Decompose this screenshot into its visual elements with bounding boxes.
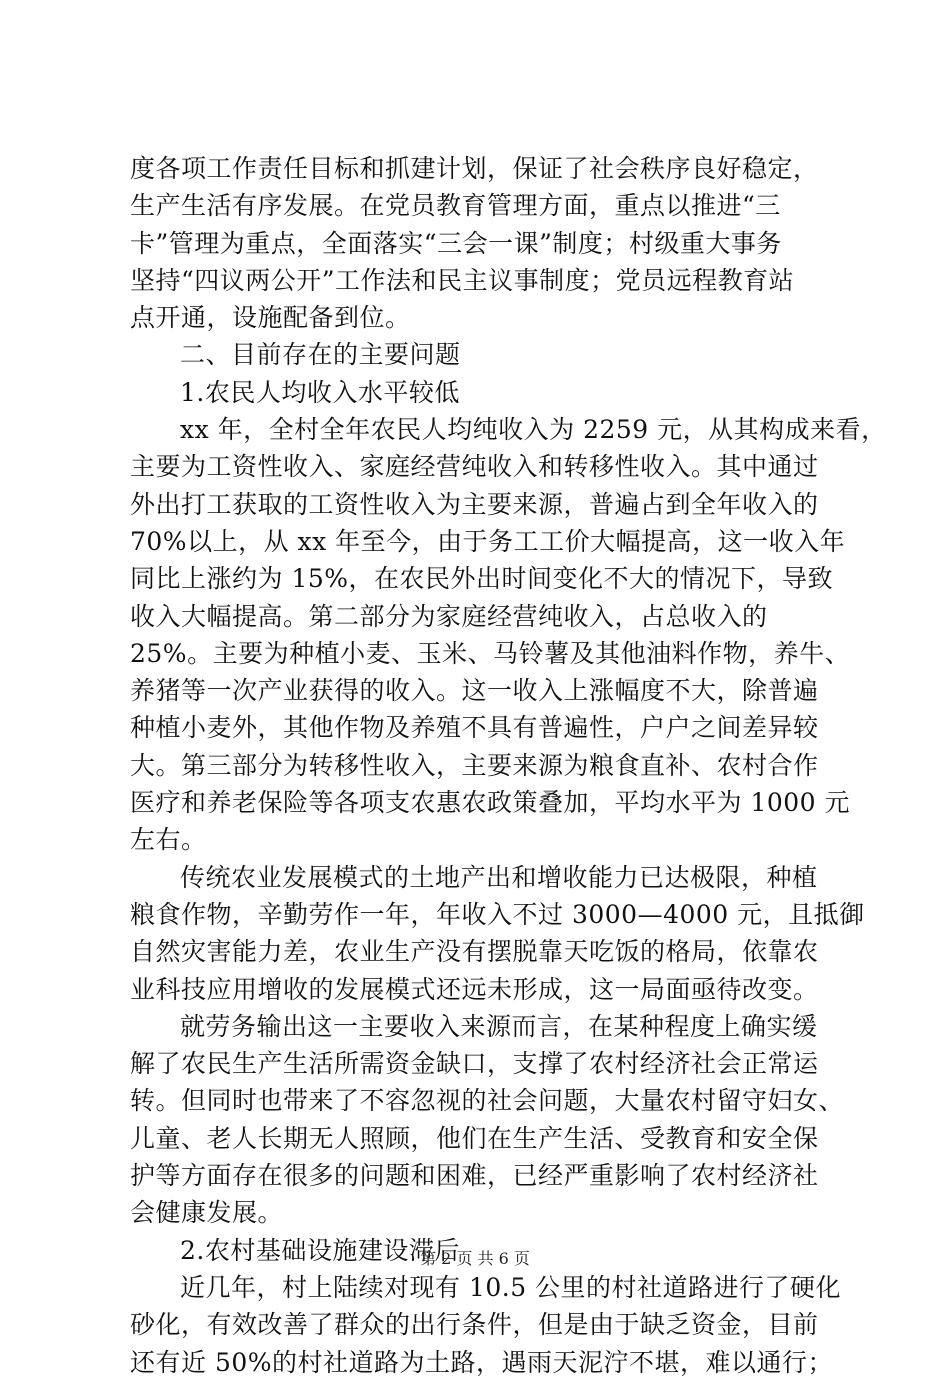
text-line: 近几年，村上陆续对现有 10.5 公里的村社道路进行了硬化 [180, 1272, 842, 1302]
text-line: 传统农业发展模式的土地产出和增收能力已达极限，种植 [180, 862, 818, 892]
text-line: 1.农民人均收入水平较低 [180, 377, 460, 407]
page-footer: 第 2 页 共 6 页 [420, 1249, 530, 1268]
text-line: 会健康发展。 [130, 1198, 284, 1228]
text-line: 生产生活有序发展。在党员教育管理方面，重点以推进“三 [130, 191, 781, 221]
text-line: 大。第三部分为转移性收入，主要来源为粮食直补、农村合作 [130, 750, 819, 780]
text-line: 转。但同时也带来了不容忽视的社会问题，大量农村留守妇女、 [130, 1086, 845, 1116]
text-line: 粮食作物，辛勤劳作一年，年收入不过 3000—4000 元，且抵御 [130, 899, 865, 929]
text-line: 种植小麦外，其他作物及养殖不具有普遍性，户户之间差异较 [130, 713, 819, 743]
text-line: 主要为工资性收入、家庭经营纯收入和转移性收入。其中通过 [130, 452, 819, 482]
text-line: 收入大幅提高。第二部分为家庭经营纯收入，占总收入的 [130, 601, 768, 631]
text-line: 点开通，设施配备到位。 [130, 303, 411, 333]
text-line: 左右。 [130, 825, 207, 855]
text-line: 2.农村基础设施建设滞后 [180, 1235, 460, 1265]
text-line: 养猪等一次产业获得的收入。这一收入上涨幅度不大，除普遍 [130, 676, 819, 706]
text-line: 同比上涨约为 15%，在农民外出时间变化不大的情况下，导致 [130, 564, 834, 594]
text-line: 坚持“四议两公开”工作法和民主议事制度；党员远程教育站 [130, 265, 795, 295]
text-line: 二、目前存在的主要问题 [180, 340, 461, 370]
text-line: 业科技应用增收的发展模式还远未形成，这一局面亟待改变。 [130, 974, 819, 1004]
text-line: 卡”管理为重点，全面落实“三会一课”制度；村级重大事务 [130, 228, 782, 258]
text-line: 就劳务输出这一主要收入来源而言，在某种程度上确实缓 [180, 1011, 818, 1041]
text-line: 砂化，有效改善了群众的出行条件，但是由于缺乏资金，目前 [130, 1310, 819, 1340]
document-body [130, 150, 887, 1381]
text-line: xx 年，全村全年农民人均纯收入为 2259 元，从其构成来看， [180, 415, 887, 445]
text-line: 70%以上，从 xx 年至今，由于务工工价大幅提高，这一收入年 [130, 526, 846, 556]
text-line: 度各项工作责任目标和抓建计划，保证了社会秩序良好稳定， [130, 154, 819, 183]
text-line: 自然灾害能力差，农业生产没有摆脱靠天吃饭的格局，依靠农 [130, 937, 819, 967]
text-line: 25%。主要为种植小麦、玉米、马铃薯及其他油料作物，养牛、 [130, 638, 851, 668]
text-line: 儿童、老人长期无人照顾，他们在生产生活、受教育和安全保 [130, 1123, 819, 1153]
text-line: 护等方面存在很多的问题和困难，已经严重影响了农村经济社 [130, 1161, 819, 1191]
text-line: 还有近 50%的村社道路为土路，遇雨天泥泞不堪，难以通行； [130, 1347, 834, 1377]
text-line: 解了农民生产生活所需资金缺口，支撑了农村经济社会正常运 [130, 1049, 819, 1079]
text-line: 外出打工获取的工资性收入为主要来源，普遍占到全年收入的 [130, 489, 819, 519]
text-line: 医疗和养老保险等各项支农惠农政策叠加，平均水平为 1000 元 [130, 788, 851, 818]
